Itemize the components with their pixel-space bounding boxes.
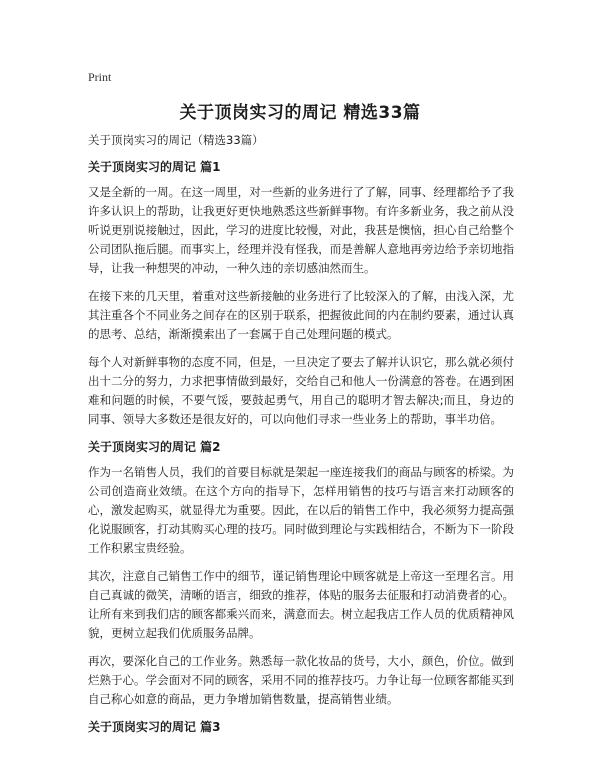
paragraph: 在接下来的几天里，着重对这些新接触的业务进行了比较深入的了解，由浅入深，尤其注重各个不同业务之间存在的区别于联系，把握彼此间的内在制约要素，通过认真的思考、总结，渐渐摸索出了一套属于自己处理问题的模式。 <box>88 289 514 341</box>
paragraph: 作为一名销售人员，我们的首要目标就是架起一座连接我们的商品与顾客的桥梁。为公司创造商业效绩。在这个方向的指导下，怎样用销售的技巧与语言来打动顾客的心，激发起购买，就显得尤为重要。因此，在以后的销售工作中，我必须努力提高强化说服顾客，打动其购买心理的技巧。同时做到理论与实践相结合，不断为下一阶段工作积累宝贵经验。 <box>88 465 514 555</box>
print-label: Print <box>88 70 112 84</box>
section-2 <box>88 438 514 709</box>
document-subtitle: 关于顶岗实习的周记（精选33篇） <box>88 133 264 147</box>
paragraph: 其次，注意自己销售工作中的细节，谨记销售理论中顾客就是上帝这一至理名言。用自己真诚的微笑，清晰的语言，细致的推荐，体贴的服务去征服和打动消费者的心。让所有来到我们店的顾客都乘兴而来，满意而去。树立起我店工作人员的优质精神风貌，更树立起我们优质服务品牌。 <box>88 569 514 640</box>
section-heading: 关于顶岗实习的周记 篇2 <box>88 440 221 454</box>
document-title: 关于顶岗实习的周记 精选33篇 <box>179 103 421 123</box>
document-body <box>88 131 514 743</box>
section-heading: 关于顶岗实习的周记 篇3 <box>88 720 221 734</box>
paragraph: 再次，要深化自己的工作业务。熟悉每一款化妆品的货号，大小，颜色，价位。做到烂熟于心。学会面对不同的顾客，采用不同的推荐技巧。力争让每一位顾客都能买到自己称心如意的商品，更力争增加销售数量，提高销售业绩。 <box>88 654 514 706</box>
paragraph: 每个人对新鲜事物的态度不同，但是，一旦决定了要去了解并认识它，那么就必须付出十二分的努力，力求把事情做到最好，交给自己和他人一份满意的答卷。在遇到困难和问题的时候，不要气馁，要鼓起勇气，用自己的聪明才智去解决;而且，身边的同事、领导大多数还是很友好的，可以向他们寻求一些业务上的帮助，事半功倍。 <box>88 355 514 426</box>
paragraph: 又是全新的一周。在这一周里，对一些新的业务进行了了解，同事、经理都给予了我许多认识上的帮助，让我更好更快地熟悉这些新鲜事物。有许多新业务，我之前从没听说更别说接触过，因此，学习的进度比较慢，对此，我甚是懊恼，担心自己给整个公司团队拖后腿。而事实上，经理并没有怪我，而是善解人意地再旁边给予亲切地指导，让我一种想哭的冲动，一种久违的亲切感油然而生。 <box>88 185 514 275</box>
section-heading: 关于顶岗实习的周记 篇1 <box>88 160 221 174</box>
section-1 <box>88 158 514 429</box>
section-3 <box>88 718 514 737</box>
